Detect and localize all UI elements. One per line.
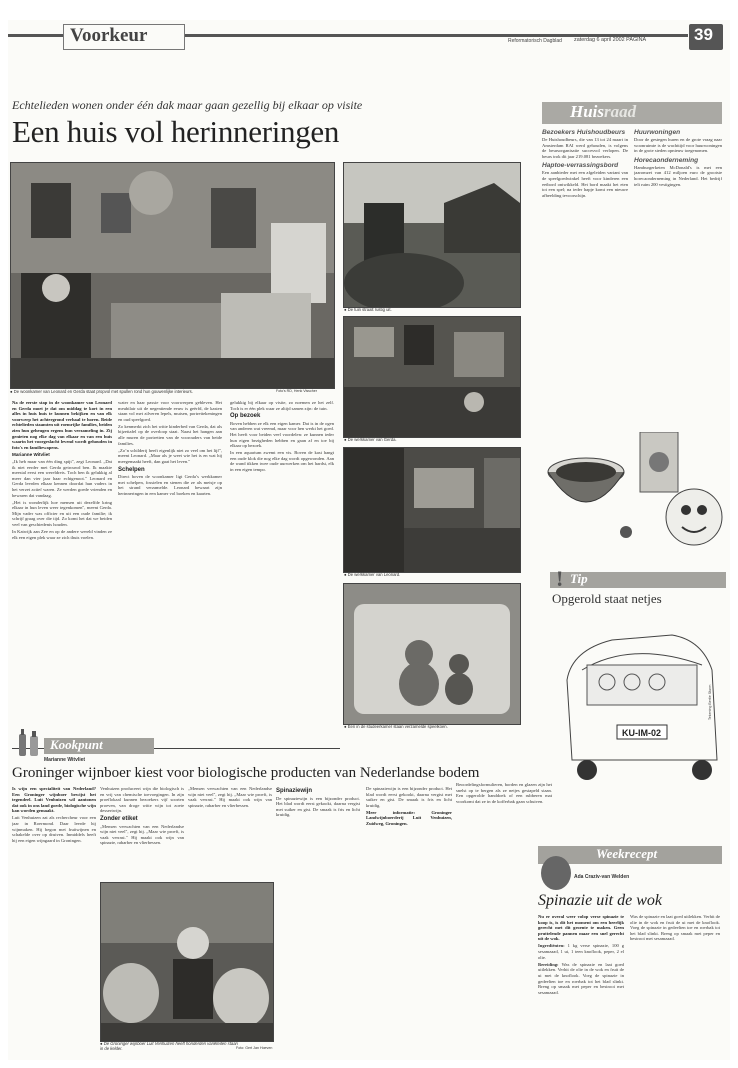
caption-bullet-icon: ● <box>344 437 348 442</box>
caption-bullet-icon: ● <box>100 1041 104 1046</box>
issue-date: zaterdag 6 april 2002 PAGINA <box>574 37 647 43</box>
huisraad-heading: Huurwoningen <box>634 129 681 136</box>
haptoe-bowl-image <box>546 432 636 552</box>
kookpunt-label: Kookpunt <box>50 737 103 752</box>
method-text: Was de spinazie en laat goed uitlekken. Verhit de olie in de wok en fruit de ui met de knoflook. Voeg de spinazie in gedeelten toe en roerbak tot het blad slinkt. Breng op smaak met peper en bestrooi met sesamzaad. <box>538 961 624 995</box>
tip-drawing-credit: Tekening Bertie Sturm <box>708 684 712 720</box>
tip-exclamation-icon: ! <box>556 566 564 591</box>
weekrecept-label: Weekrecept <box>596 846 658 861</box>
masthead <box>8 20 730 50</box>
garden-photo <box>343 162 521 308</box>
article2-lead: Is wijn een specialiteit van Nederland? Een Groninger wijnboer bewijst het tegendeel. Luit Venhuizen wil aantonen dat ook in ons land goede, biologische wijn kan worden gemaakt. <box>12 786 96 814</box>
bowl-illustration <box>546 432 636 552</box>
wine-cellar-photo <box>100 882 274 1042</box>
article2-paragraph: „Mensen verwachten van een Nederlandse wijn niet veel", zegt hij. „Maar wie proeft, is vaak verrast." Hij maakt ook wijn van spinazie, rabarber en vlierbessen. <box>100 823 184 846</box>
living-room-photo <box>10 162 335 389</box>
bottles-icon <box>16 728 42 758</box>
weekrecept-author: Ada Craziv-van Welden <box>574 874 630 880</box>
wine-caption: ● De Groninger wijnboer Luit Venhuizen heeft honderden variëteiten staan in de kelder. <box>100 1041 238 1051</box>
article1-paragraph: gelukkig bij elkaar op visite, zo noemen ze het zelf. Toch is er één plek waar ze altijd samen zijn: de tuin. <box>230 400 334 411</box>
huisraad-column-right <box>634 126 722 426</box>
gerda-study-caption: ● De werkkamer van Gerda. <box>344 437 397 442</box>
article2-subhead-spinaziewijn: Spinaziewijn <box>276 788 313 794</box>
article2-paragraph: De spinaziewijn is een bijzonder product. Het blad wordt eerst gekookt, daarna vergist met suiker en gist. De smaak is fris en licht kruidig. <box>276 795 360 818</box>
article1-subhead-schelpen: Schelpen <box>118 466 145 473</box>
article2-column-5 <box>366 786 452 1058</box>
wine-cellar-illustration <box>101 883 273 1041</box>
caption-bullet-icon: ● <box>344 307 348 312</box>
article2-column-1 <box>12 786 96 1058</box>
weekrecept-method-continued: Was de spinazie en laat goed uitlekken. Verhit de olie in de wok en fruit de ui met de knoflook. Voeg de spinazie in gedeelten toe en roerbak tot het blad slinkt. Breng op smaak met peper en bestrooi met sesamzaad. <box>630 914 720 942</box>
huisraad-heading: Haptoe-verrassingsbord <box>542 162 619 170</box>
article2-paragraph: Venhuizen produceert wijn die biologisch is en vrij van chemische toevoegingen. In zijn proeflokaal kunnen bezoekers vijf soorten proeven, van droge witte wijn tot zoete dessertwijn. <box>100 786 184 814</box>
huisraad-title: Huisraad <box>570 102 637 121</box>
weekrecept-column-right <box>630 914 720 1054</box>
article1-paragraph: „Het is wonderlijk hoe mensen uit dezelfde kring elkaar in hun leven weer tegenkomen", meent Gerda. Mijn vader was officier en uit een oude familie; ik schrijf graag over die tijd. Zo komt het dat we beiden veel van geschiedenis houden. <box>12 499 112 527</box>
article2-headline: Groninger wijnboer kiest voor biologische producten van Nederlandse bodem <box>12 765 480 781</box>
huisraad-text: De Huishoudbeurs, die van 13 tot 24 maart in Amsterdam RAI werd gehouden, is volgens de beursorganisatie succesvol verlopen. De beurs trok dit jaar 219.081 bezoekers. <box>542 137 628 159</box>
article1-column-2 <box>118 400 222 730</box>
teddy-bear-illustration <box>344 584 520 724</box>
page-number: 39 <box>694 25 713 44</box>
car-drawing <box>552 610 722 780</box>
huisraad-text: Een aanbieder met een afgeleiden variant van de speelgoedwinkel heeft voor kinderen een eetbord ontwikkeld. Het bord maakt het eten tot een spel; na ieder hapje komt een nieuwe afbeelding tevoorschijn. <box>542 170 628 198</box>
article2-column-2 <box>100 786 184 878</box>
bottles-icon-svg <box>16 728 42 758</box>
study-illustration <box>344 317 520 437</box>
huisraad-heading: Bezoekers Huishoudbeurs <box>542 129 626 136</box>
ingredients-text: 1 kg verse spinazie, 100 g sesamzaad, 1 ui, 1 teen knoflook, peper, 2 el olie. <box>538 943 624 960</box>
article1-paragraph: Boven hebben ze elk een eigen kamer. Dat is in de ogen van anderen wat vreemd, maar voor hen werkt het goed. Het heeft voor beiden veel voordelen: ze kunnen ieder hun eigen bezigheden hebben en gaan af en toe bij elkaar op bezoek. <box>230 420 334 449</box>
license-plate: KU-IM-02 <box>622 728 662 738</box>
caption-bullet-icon: ● <box>10 389 14 394</box>
article1-author: Marianne Witvliet <box>12 451 50 457</box>
huisraad-column-left <box>542 126 628 426</box>
huisraad-text: Door de gestegen huren en de grote vraag naar woonruimte is de wachttijd voor huurwoningen in de grote steden opnieuw toegenomen. <box>634 137 722 154</box>
weekrecept-lead: Nu er overal weer volop verse spinazie te koop is, is dit het moment om een heerlijk gerecht met dit groente te maken. Geen pruttelende pannen maar een snel gerecht uit de wok. <box>538 914 624 942</box>
article-kicker: Echtelieden wonen onder één dak maar gaan gezellig bij elkaar op visite <box>12 98 363 112</box>
wine-photo-credit: Foto: Gert Jan Hoeven <box>236 1046 273 1050</box>
leonard-study-caption: ● De werkkamer van Leonard. <box>344 572 401 577</box>
huisraad-heading: Horecaonderneming <box>634 156 699 164</box>
article2-paragraph: De spinaziewijn is een bijzonder product. Het blad wordt eerst gekookt, daarna vergist met suiker en gist. De smaak is fris en licht kruidig. <box>366 786 452 808</box>
section-title: Voorkeur <box>70 25 148 46</box>
garden-illustration <box>344 163 520 307</box>
article1-paragraph: In Katwijk aan Zee en op de andere wereld vinden ze elk een eigen plek waar ze zich thuis voelen. <box>12 529 112 540</box>
article1-lead: Na de eerste stap in de woonkamer van Leonard en Gerda moet je dat om middag te kort in een alles in huis huis te kunnen bekijken en van elk voorwerp het achtergrond verhaal te horen. Beide echtelieden staamten uit roemrijke families, beiden zien hun geheugen ergens hun verzameling in. Zij genieten nog elke dag van elkaar en van een huis waarin het voorgeslacht levend wordt gehouden in foto's en familiewapens. <box>12 400 112 450</box>
main-photo-caption: ● De woonkamer van Leonard en Gerda staat propvol met spullen rond hun gouwenlijke interieurs. <box>10 389 193 394</box>
tip-label: Tip <box>570 571 588 586</box>
plate-illustration <box>634 432 724 552</box>
article1-paragraph: „Zo’n schilderij heeft eigenlijk niet zo veel om het lijf", meent Leonard. „Maar als je weet wie het is en wat hij meegemaakt heeft, dan gaat het leven." <box>118 447 222 464</box>
article1-paragraph: Zo kenmerkt zich het witte kinderbed van Gerda, dat als bijzettafel op de overloop staat. Naast het hangen aan alle muren de portretten van de voorouders van beide families. <box>118 423 222 446</box>
article1-paragraph: In een aquarium zwemt een vis. Boven de kast hangt een oude klok die nog elke dag wordt opgewonden. Aan de wand tikken twee oude uurwerken om het hardst, elk in een eigen tempo. <box>230 450 334 473</box>
weekrecept-column-left <box>538 914 624 1054</box>
article2-paragraph: „Mensen verwachten van een Nederlandse wijn niet veel", zegt hij. „Maar wie proeft, is vaak verrast." Hij maakt ook wijn van spinazie, rabarber en vlierbessen. <box>188 786 272 808</box>
teddy-bear-photo <box>343 583 521 725</box>
article1-column-1 <box>12 400 112 730</box>
ingredients-label: Ingrediënten: <box>538 943 565 949</box>
photo-credit: Foto's RD, Henk Visscher <box>276 389 317 393</box>
caption-bullet-icon: ● <box>344 724 348 729</box>
caption-bullet-icon: ● <box>344 572 348 577</box>
article2-paragraph: Luit Venhuizen zat als rechercheur voor een jaar in Roermond. Daar leerde hij wijnmaken. Hij begon met fruitwijnen en schakelde over op druiven. Inmiddels heeft hij een eigen wijngaard in Groningen. <box>12 815 96 843</box>
method-label: Bereiding: <box>538 961 559 967</box>
article2-subhead-zonder-etiket: Zonder etiket <box>100 815 138 822</box>
leonard-study-photo <box>343 447 521 573</box>
article1-subhead-op-bezoek: Op bezoek <box>230 413 261 420</box>
article1-paragraph: „Ik heb maar van één ding spijt", zegt Leonard. „Dat ik niet eerder met Gerda getrouwd ben. Ik maakte meestal eerst een wereldreis. Toch ben ik gelukkig al meer dan vier jaar haar echtgenoot." Leonard en Gerda leerden elkaar kennen doordat hun vaders in het verzet actief waren. Ze werden goede vrienden en bewaren dat vandaag. <box>12 458 112 498</box>
huisraad-text: Hamburgerketen McDonald's is met een jaaromzet van 412 miljoen euro de grootste horecaonderneming in Nederland. Het bedrijf telt ruim 200 vestigingen. <box>634 164 722 187</box>
weekrecept-title: Spinazie uit de wok <box>538 892 662 909</box>
article-headline: Een huis vol herinneringen <box>12 114 340 149</box>
tip-title: Opgerold staat netjes <box>552 591 662 606</box>
article2-info: Meer informatie: Groninger Landwijnboerderij Luit Venhuizen, Zuidweg, Groningen. <box>366 809 452 827</box>
article2-column-3 <box>188 786 272 878</box>
teddy-bear-caption: ● Een in de studeerkamer staan verzamelde speelkoen. <box>344 724 448 729</box>
author-avatar <box>541 856 571 890</box>
leonard-study-illustration <box>344 448 520 572</box>
gerda-study-photo <box>343 316 521 438</box>
paper-name: Reformatorisch Dagblad <box>508 38 562 44</box>
article2-column-4 <box>276 786 360 1058</box>
car-trunk-illustration <box>552 610 722 780</box>
tip-text: Beoordelingsformulieren, borden en glazen zijn het snelst op te bergen als ze netjes gestapeld staan. Een opgerolde handdoek of een rubberen mat voorkomt dat ze in de kofferbak gaan schuiven. <box>456 782 552 804</box>
haptoe-plate-image <box>634 432 724 552</box>
living-room-illustration <box>11 163 334 388</box>
newspaper-page <box>8 20 730 1060</box>
article1-paragraph: Direct boven de woonkamer ligt Gerda’s werkkamer met schelpen, fossielen en stenen die ze als meisje op het strand verzamelde. Leonard bewaart zijn herinneringen in een kamer vol boeken en kaarten. <box>118 474 222 496</box>
article1-paragraph: water en haar passie voor voorwerpen gebleven. Het meubilair uit de negentiende eeuw is geërfd, de kasten staan vol met zilveren lepels, mutsen, portrettekeningen en oud speelgoed. <box>118 400 222 422</box>
garden-caption: ● De tuin straalt rustig uit. <box>344 307 392 312</box>
article1-column-3 <box>230 400 334 730</box>
kookpunt-author: Marianne Witvliet <box>44 757 86 763</box>
